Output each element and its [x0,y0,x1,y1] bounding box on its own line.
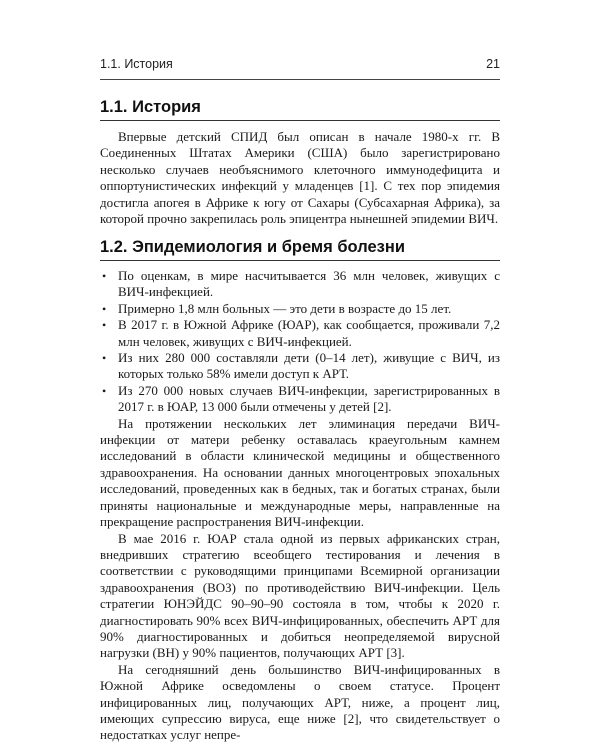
section-title-epidemiology: 1.2. Эпидемиология и бремя болезни [100,238,405,256]
list-item: • В 2017 г. в Южной Африке (ЮАР), как сообщается, проживали 7,2 млн человек, живущих с ВИЧ-инфекцией. [102,317,500,349]
epidemiology-paragraph: В мае 2016 г. ЮАР стала одной из первых африканских стран, внедривших стратегию всеобщего тестирования и лечения в соответствии с руководящими принципами Всемирной организации здравоохранения (ВОЗ) по противодействию ВИЧ-инфекции. Цель стратегии ЮНЭЙДС 90–90–90 состояла в том, чтобы к 2020 г. диагностировать 90% всех ВИЧ-инфицированных, обеспечить АРТ для 90% диагностированных и добиться неопределяемой вирусной нагрузки (ВН) у 90% пациентов, получающих АРТ [3]. [100,530,500,661]
running-head-section: 1.1. История [100,57,173,71]
bullet-marker: • [102,301,107,316]
section-rule-epidemiology [100,260,500,261]
list-item: • Из 270 000 новых случаев ВИЧ-инфекции, зарегистрированных в 2017 г. в ЮАР, 13 000 были отмечены у детей [2]. [102,382,500,415]
bullet-marker: • [102,318,107,333]
bullet-marker: • [102,269,107,283]
list-item: • По оценкам, в мире насчитывается 36 млн человек, живущих с ВИЧ-инфекцией. [102,268,500,300]
history-text [100,129,500,227]
bullet-list [100,268,500,416]
epidemiology-text [100,268,500,744]
running-head-rule [100,79,500,80]
section-title-history: 1.1. История [100,98,201,116]
epidemiology-paragraph: На протяжении нескольких лет элиминация передачи ВИЧ-инфекции от матери ребенку оставалась краеугольным камнем исследований в области клинической медицины и общественного здравоохранения. На основании данных многоцентровых эпохальных исследований, проведенных как в бедных, так и богатых странах, были приняты национальные и международные меры, направленные на прекращение распространения ВИЧ-инфекции. [100,415,500,530]
list-item: • Примерно 1,8 млн больных — это дети в возрасте до 15 лет. [102,300,452,316]
page-number: 21 [486,57,500,71]
history-paragraph: Впервые детский СПИД был описан в начале 1980-х гг. В Соединенных Штатах Америки (США) было зарегистрировано несколько случаев необъяснимого клеточного иммунодефицита и оппортунистических инфекций у младенцев [1]. С тех пор эпидемия достигла апогея в Африке к югу от Сахары (Субсахарная Африка), за которой прочно закрепилась роль эпицентра нынешней эпидемии ВИЧ. [100,129,500,227]
bullet-marker: • [102,351,107,366]
epidemiology-paragraph: На сегодняшний день большинство ВИЧ-инфицированных в Южной Африке осведомлены о своем статусе. Процент инфицированных лиц, получающих АРТ, ниже, а процент лиц, имеющих супрессию вируса, еще ниже [2], что свидетельствует о недостатках услуг непре- [100,661,500,743]
section-rule-history [100,120,500,121]
running-head [100,57,500,71]
list-item: • Из них 280 000 составляли дети (0–14 лет), живущие с ВИЧ, из которых только 58% имели доступ к АРТ. [102,350,500,382]
bullet-marker: • [102,383,107,398]
